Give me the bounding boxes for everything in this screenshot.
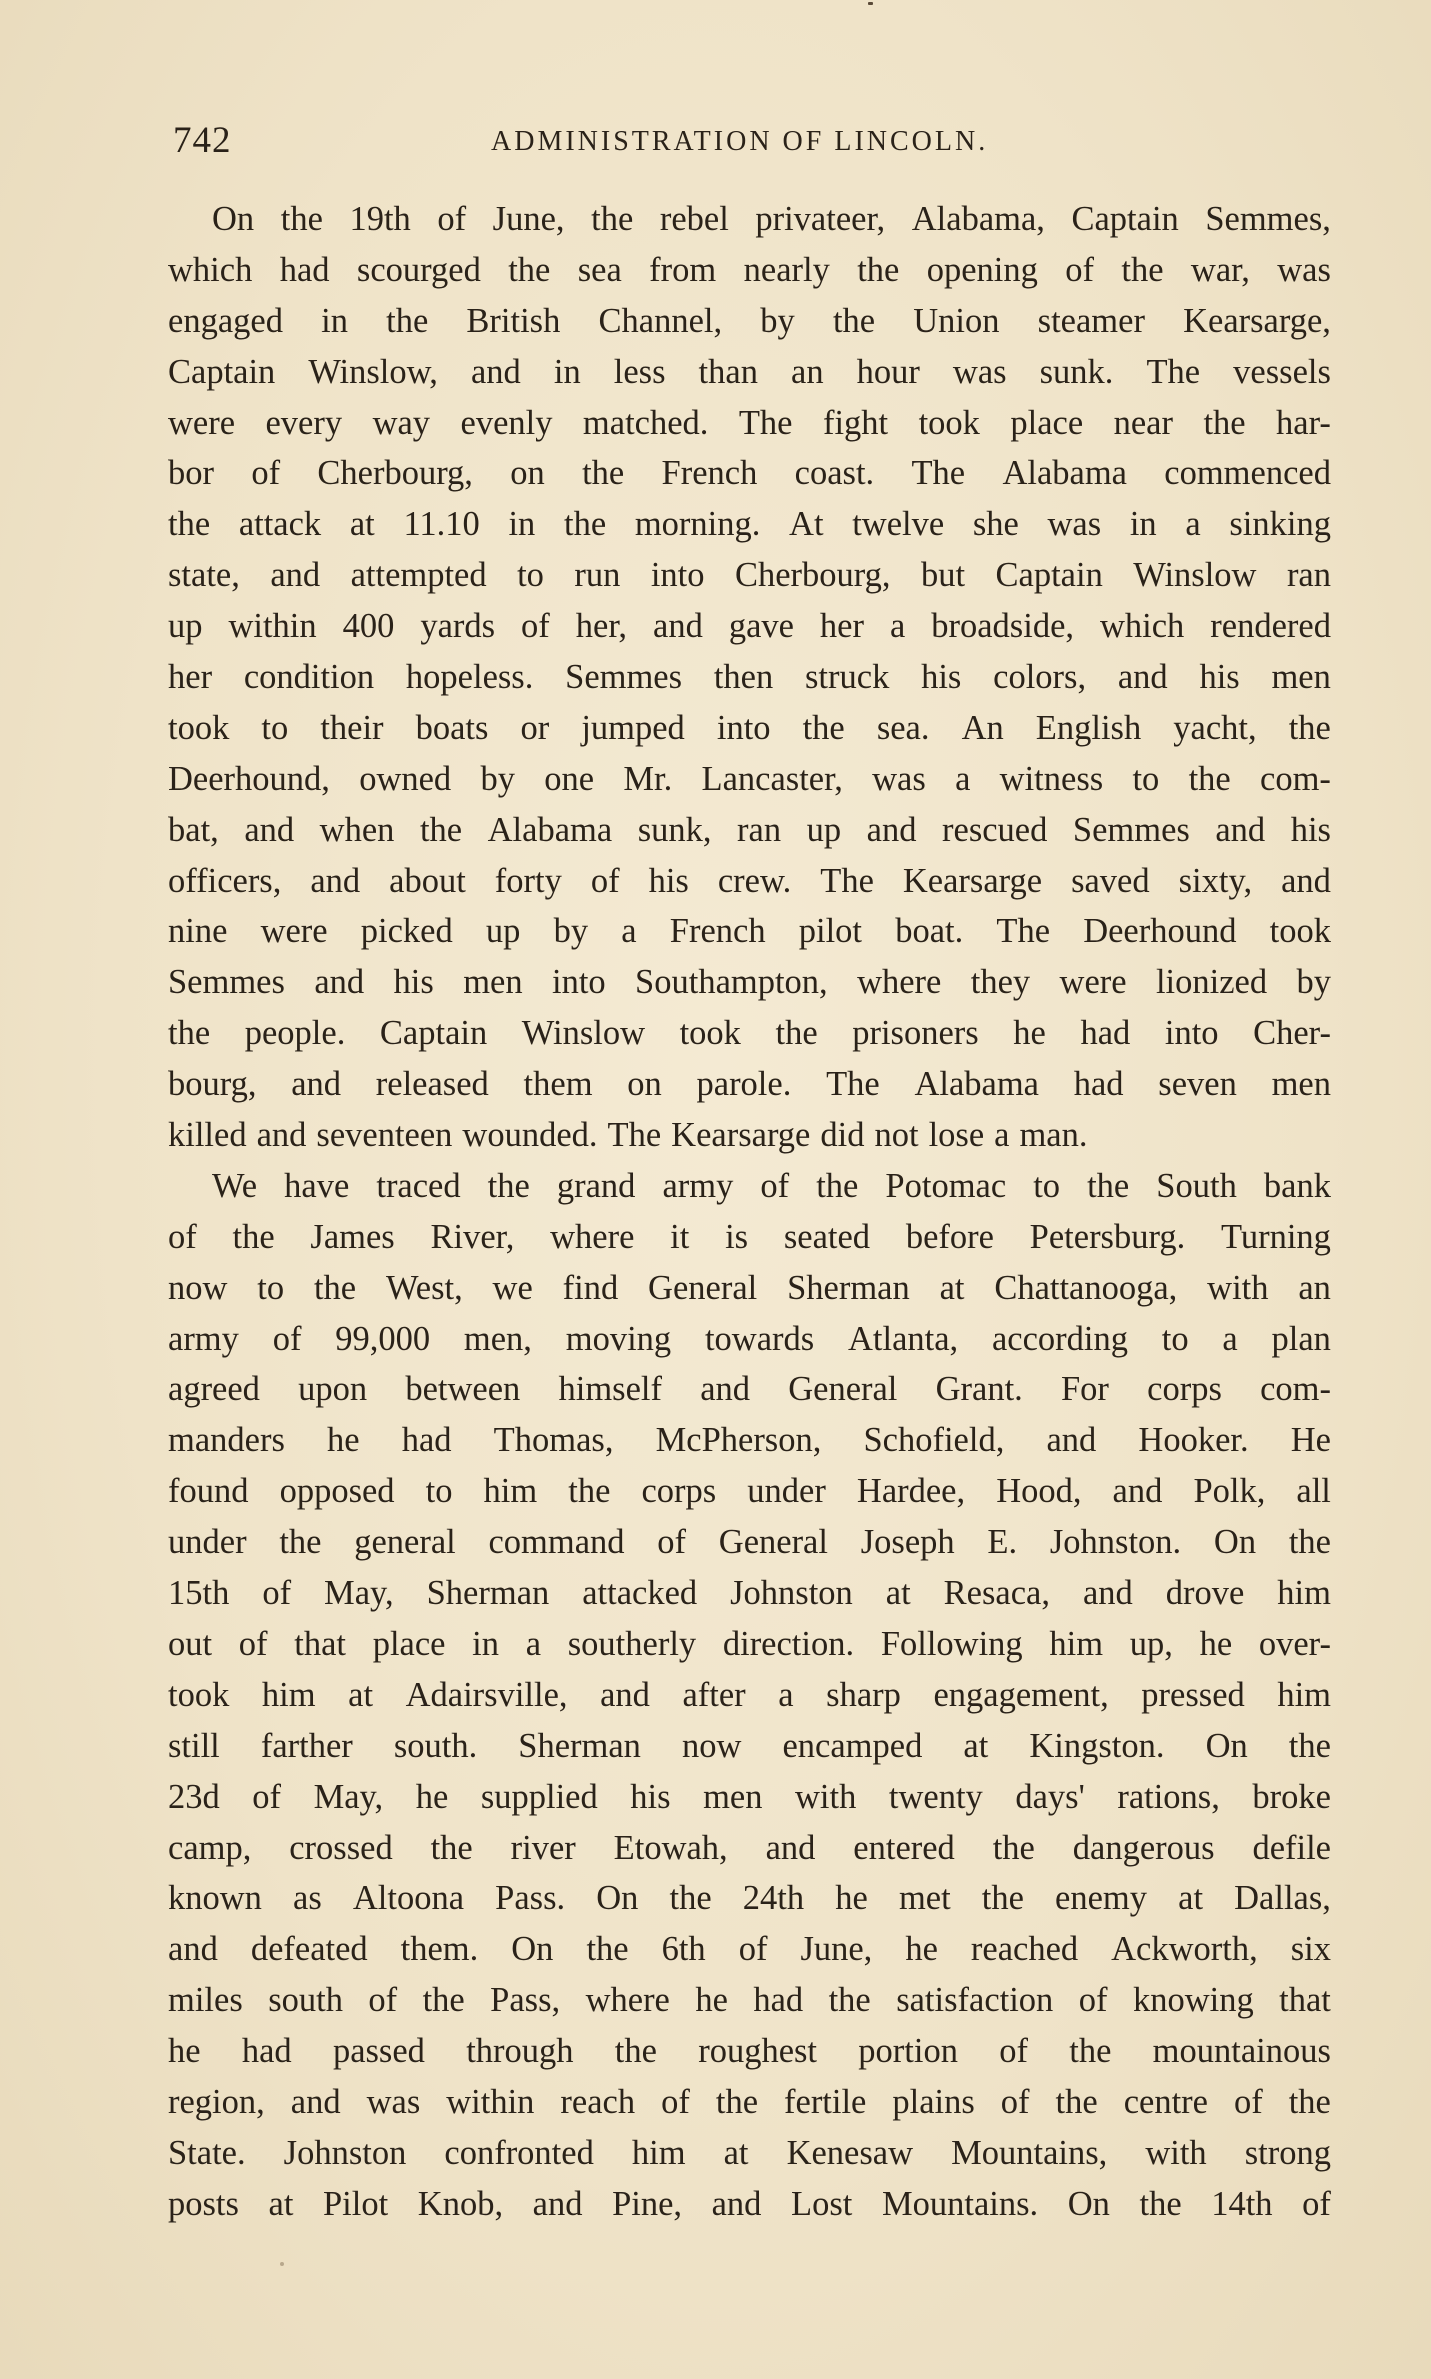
text-line: out of that place in a southerly direction. Following him up, he over- — [168, 1624, 1331, 1663]
text-line: bat, and when the Alabama sunk, ran up and rescued Semmes and his — [168, 810, 1331, 849]
page-header — [173, 116, 1273, 166]
text-line: bor of Cherbourg, on the French coast. The Alabama commenced — [168, 454, 1331, 493]
text-line: took him at Adairsville, and after a sharp engagement, pressed him — [168, 1675, 1331, 1714]
text-line: up within 400 yards of her, and gave her a broadside, which rendered — [168, 607, 1331, 646]
text-line: now to the West, we find General Sherman at Chattanooga, with an — [168, 1268, 1331, 1307]
text-line: found opposed to him the corps under Hardee, Hood, and Polk, all — [168, 1472, 1331, 1511]
text-line: killed and seventeen wounded. The Kearsarge did not lose a man. — [168, 1116, 1088, 1155]
text-line: On the 19th of June, the rebel privateer, Alabama, Captain Semmes, — [212, 200, 1331, 238]
text-line: he had passed through the roughest portion of the mountainous — [168, 2032, 1331, 2071]
text-line: region, and was within reach of the fertile plains of the centre of the — [168, 2082, 1331, 2121]
text-line: miles south of the Pass, where he had the satisfaction of knowing that — [168, 1981, 1331, 2020]
text-line: state, and attempted to run into Cherbourg, but Captain Winslow ran — [168, 556, 1331, 595]
text-line: under the general command of General Joseph E. Johnston. On the — [168, 1523, 1331, 1562]
text-line: camp, crossed the river Etowah, and entered the dangerous defile — [168, 1828, 1331, 1867]
text-line: Captain Winslow, and in less than an hour was sunk. The vessels — [168, 352, 1331, 391]
text-line: 23d of May, he supplied his men with twenty days' rations, broke — [168, 1777, 1331, 1816]
running-head: ADMINISTRATION OF LINCOLN. — [491, 126, 989, 157]
text-line: We have traced the grand army of the Potomac to the South bank — [212, 1166, 1331, 1205]
text-line: posts at Pilot Knob, and Pine, and Lost Mountains. On the 14th of — [168, 2184, 1331, 2223]
text-line: Deerhound, owned by one Mr. Lancaster, was a witness to the com- — [168, 759, 1331, 798]
text-line: bourg, and released them on parole. The Alabama had seven men — [168, 1065, 1331, 1104]
text-line: State. Johnston confronted him at Kenesaw Mountains, with strong — [168, 2133, 1331, 2172]
text-line: still farther south. Sherman now encamped at Kingston. On the — [168, 1726, 1331, 1765]
text-line: the people. Captain Winslow took the prisoners he had into Cher- — [168, 1014, 1331, 1053]
text-line: engaged in the British Channel, by the Union steamer Kearsarge, — [168, 301, 1331, 340]
text-line: of the James River, where it is seated before Petersburg. Turning — [168, 1217, 1331, 1256]
page-number: 742 — [173, 120, 232, 161]
text-line: agreed upon between himself and General Grant. For corps com- — [168, 1370, 1331, 1409]
body-text — [168, 194, 1331, 2230]
print-mark — [868, 2, 873, 5]
paper-speck — [280, 2262, 284, 2266]
text-line: 15th of May, Sherman attacked Johnston at Resaca, and drove him — [168, 1574, 1331, 1613]
text-line: Semmes and his men into Southampton, where they were lionized by — [168, 963, 1331, 1002]
text-line: the attack at 11.10 in the morning. At twelve she was in a sinking — [168, 505, 1331, 544]
text-line: which had scourged the sea from nearly the opening of the war, was — [168, 250, 1331, 289]
text-line: nine were picked up by a French pilot boat. The Deerhound took — [168, 912, 1331, 951]
text-line: were every way evenly matched. The fight took place near the har- — [168, 403, 1331, 442]
text-line: and defeated them. On the 6th of June, he reached Ackworth, six — [168, 1930, 1331, 1969]
text-line: officers, and about forty of his crew. The Kearsarge saved sixty, and — [168, 861, 1331, 900]
text-line: known as Altoona Pass. On the 24th he met the enemy at Dallas, — [168, 1879, 1331, 1918]
text-line: army of 99,000 men, moving towards Atlanta, according to a plan — [168, 1319, 1331, 1358]
text-line: took to their boats or jumped into the sea. An English yacht, the — [168, 708, 1331, 747]
text-line: her condition hopeless. Semmes then struck his colors, and his men — [168, 658, 1331, 697]
text-line: manders he had Thomas, McPherson, Schofield, and Hooker. He — [168, 1421, 1331, 1460]
